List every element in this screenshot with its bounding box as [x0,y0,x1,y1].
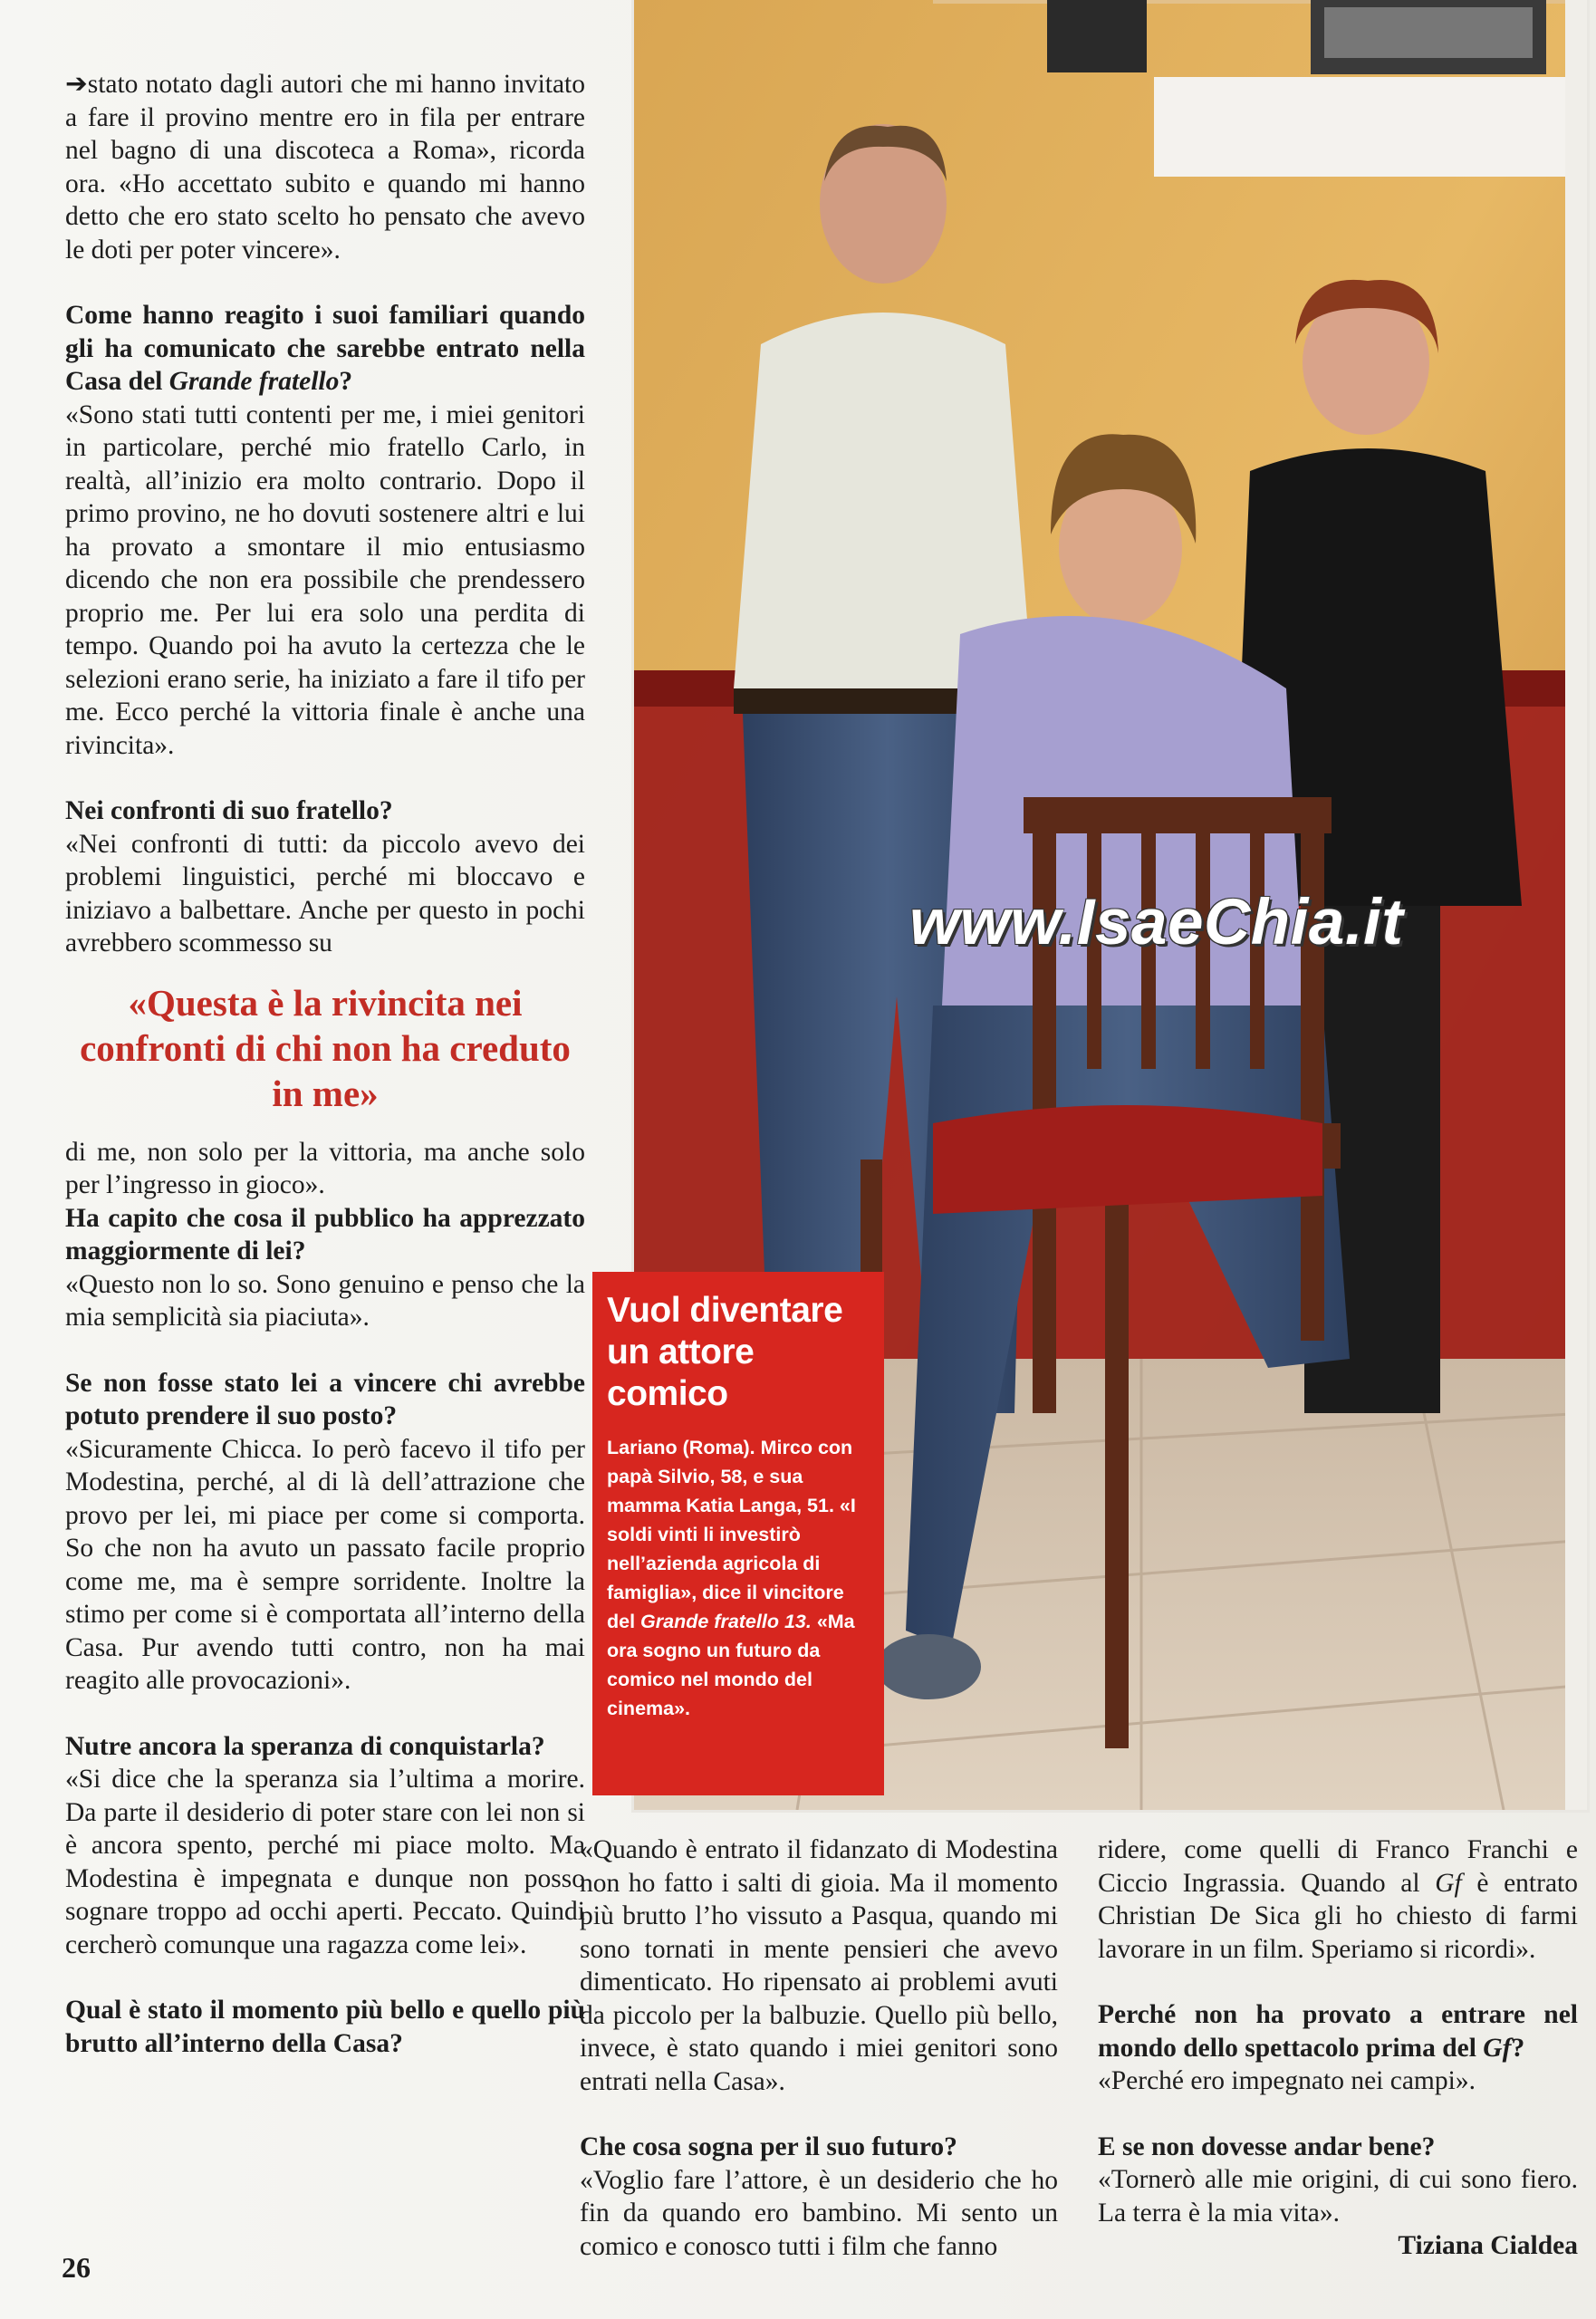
answer-9: «Tornerò alle mie origini, di cui sono fiero. La terra è la mia vita». [1098,2165,1578,2228]
caption-body: Lariano (Roma). Mirco con papà Silvio, 58, e sua mamma Katia Langa, 51. «I soldi vinti li investirò nell’azienda agricola di famiglia», dice il vincitore del Grande fratello 13. «Ma ora sogno un futuro da comico nel mondo del cinema». [607,1437,856,1719]
answer-7: «Voglio fare l’attore, è un desiderio che ho fin da quando ero bambino. Mi sento un comico e conosco tutti i film che fanno [580,2165,1058,2261]
paragraph-intro: ➔stato notato dagli autori che mi hanno invitato a fare il provino mentre ero in fila per entrare nel bagno di una discoteca a Roma», ricorda ora. «Ho accettato subito e quando mi hanno detto che ero stato scelto ho pensato che avevo le doti per poter vincere». [65,68,585,265]
article-column-2 [580,1833,1058,2263]
question-2: Nei confronti di suo fratello? [65,796,393,825]
article-column-1 [65,67,585,2060]
page-number: 26 [62,2251,91,2284]
question-9: E se non dovesse andar bene? [1098,2131,1436,2161]
question-3: Ha capito che cosa il pubblico ha apprezzato maggiormente di lei? [65,1203,585,1265]
answer-8: «Perché ero impegnato nei campi». [1098,2066,1476,2095]
answer-3: «Questo non lo so. Sono genuino e penso che la mia semplicità sia piaciuta». [65,1269,585,1332]
article-column-3 [1098,1833,1578,2263]
question-8: Perché non ha provato a entrare nel mondo dello spettacolo prima del Gf? [1098,2000,1578,2063]
caption-title: Vuol diventare un attore comico [607,1291,843,1413]
answer-5: «Si dice che la speranza sia l’ultima a morire. Da parte il desiderio di poter stare con lei non si è ancora spento, perché mi piace molto. Ma Modestina è impegnata e dunque non posso sognare troppo ad occhi aperti. Peccato. Quindi cercherò comunque una ragazza come lei». [65,1765,585,1959]
question-5: Nutre ancora la speranza di conquistarla? [65,1731,545,1761]
watermark-text: www.IsaeChia.it [909,887,1404,958]
question-7: Che cosa sogna per il suo futuro? [580,2132,957,2161]
answer-1: «Sono stati tutti contenti per me, i miei genitori in particolare, perché mio fratello Carlo, in realtà, all’inizio era molto contrario. Dopo il primo provino, ne ho dovuti sostenere altri e lui ha provato a smontare il mio entusiasmo dicendo che non era possibile che prendessero proprio me. Per lui era solo una perdita di tempo. Quando poi ha avuto la certezza che le selezioni erano serie, ha iniziato a fare il tifo per me. Ecco perché la vittoria finale è anche una rivincita». [65,399,585,760]
question-1: Come hanno reagito i suoi familiari quando gli ha comunicato che sarebbe entrato nella Casa del Grande fratello? [65,301,585,396]
answer-6: «Quando è entrato il fidanzato di Modestina non ho fatto i salti di gioia. Ma il momento più brutto l’ho vissuto a Pasqua, quando mi sono tornati in mente pensieri che avevo dimenticato. Ho ripensato ai problemi avuti da piccolo per la balbuzie. Quello più bello, invece, è stato quando i miei genitori sono entrati nella Casa». [580,1835,1058,2096]
photo-caption-box [592,1272,884,1795]
pull-quote: «Questa è la rivincita nei confronti di chi non ha creduto in me» [80,981,571,1114]
question-6: Qual è stato il momento più bello e quello più brutto all’interno della Casa? [65,1996,585,2058]
answer-2-continued: di me, non solo per la vittoria, ma anche solo per l’ingresso in gioco». [65,1137,585,1199]
answer-2: «Nei confronti di tutti: da piccolo avevo dei problemi linguistici, perché mi bloccavo e iniziavo a balbettare. Anche per questo in pochi avrebbero scommesso su [65,829,585,957]
continuation-arrow-icon: ➔ [65,68,88,99]
answer-7-continued: ridere, come quelli di Franco Franchi e Ciccio Ingrassia. Quando al Gf è entrato Christian De Sica gli ho chiesto di farmi lavorare in un film. Speriamo si ricordi». [1098,1835,1578,1964]
question-4: Se non fosse stato lei a vincere chi avrebbe potuto prendere il suo posto? [65,1368,585,1430]
answer-4: «Sicuramente Chicca. Io però facevo il tifo per Modestina, perché, al di là dell’attrazione che provo per lei, mi piace per come si comporta. So che non ha avuto un passato facile proprio come me, ma è sempre sorridente. Inoltre la stimo per come si è comportata all’interno della Casa. Pur avendo tutti contro, non ha mai reagito alle provocazioni». [65,1434,585,1695]
article-author: Tiziana Cialdea [1398,2231,1578,2260]
